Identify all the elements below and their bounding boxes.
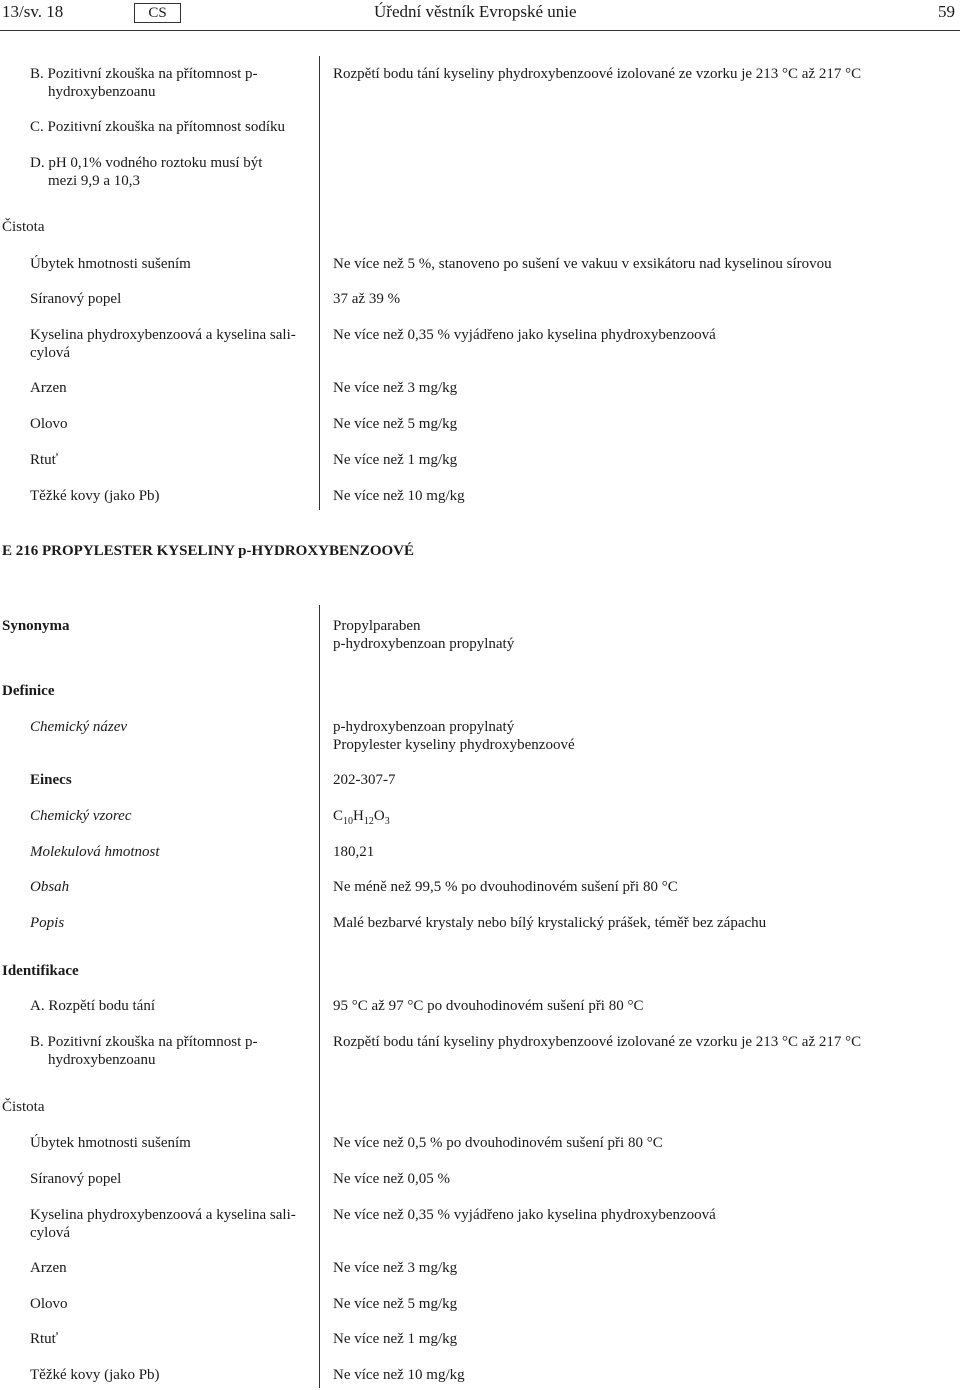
column-divider-1: [319, 56, 320, 510]
definition-heading: Definice: [2, 683, 55, 699]
chemical-name-label: Chemický název: [30, 719, 128, 735]
chemical-name-1: p-hydroxybenzoan propylnatý: [333, 719, 515, 735]
description-label: Popis: [30, 915, 65, 931]
ident-b2-value: Rozpětí bodu tání kyseliny phydroxybenzoové izolované ze vzorku je 213 °C až 217 °C: [333, 1034, 862, 1050]
formula-c: C: [333, 808, 344, 824]
molecular-weight-value: 180,21: [333, 844, 375, 860]
chemical-formula: [333, 807, 390, 825]
formula-h: H: [353, 808, 364, 824]
lead-value-1: Ne více než 5 mg/kg: [333, 416, 458, 432]
page-number: 59: [938, 2, 955, 21]
heavy-metals-value-1: Ne více než 10 mg/kg: [333, 488, 465, 504]
assay-label: Obsah: [30, 879, 70, 895]
description-value: Malé bezbarvé krystaly nebo bílý krystalický prášek, téměř bez zápachu: [333, 915, 767, 931]
journal-title: Úřední věstník Evropské unie: [374, 2, 577, 21]
heavy-metals-label-2: Těžké kovy (jako Pb): [30, 1367, 160, 1383]
ident-d-label-line1: D. pH 0,1% vodného roztoku musí být: [30, 155, 263, 171]
acid-label-1-line2: cylová: [30, 345, 70, 361]
einecs-label: Einecs: [30, 772, 72, 788]
mercury-label-1: Rtuť: [30, 452, 59, 468]
additive-title: E 216 PROPYLESTER KYSELINY p-HYDROXYBENZOOVÉ: [2, 543, 415, 559]
ident-d-label-line2: mezi 9,9 a 10,3: [48, 173, 141, 189]
purity-heading-2: Čistota: [2, 1099, 45, 1115]
molecular-weight-label: Molekulová hmotnost: [30, 844, 160, 860]
mercury-value-2: Ne více než 1 mg/kg: [333, 1331, 458, 1347]
ident-b-label-line2: hydroxybenzoanu: [48, 84, 156, 100]
arsenic-value-2: Ne více než 3 mg/kg: [333, 1260, 458, 1276]
chemical-name-2: Propylester kyseliny phydroxybenzoové: [333, 737, 575, 753]
sulphated-ash-label-1: Síranový popel: [30, 291, 122, 307]
language-badge: CS: [134, 3, 181, 23]
arsenic-value-1: Ne více než 3 mg/kg: [333, 380, 458, 396]
acid-label-1-line1: Kyselina phydroxybenzoová a kyselina sali-: [30, 327, 296, 343]
formula-h-count: 12: [363, 816, 374, 827]
acid-value-1: Ne více než 0,35 % vyjádřeno jako kyselina phydroxybenzoová: [333, 327, 716, 343]
sulphated-ash-label-2: Síranový popel: [30, 1171, 122, 1187]
mercury-label-2: Rtuť: [30, 1331, 59, 1347]
acid-value-2: Ne více než 0,35 % vyjádřeno jako kyselina phydroxybenzoová: [333, 1207, 716, 1223]
loss-on-drying-label-2: Úbytek hmotnosti sušením: [30, 1135, 191, 1151]
header-rule: [0, 30, 960, 31]
heavy-metals-value-2: Ne více než 10 mg/kg: [333, 1367, 465, 1383]
heavy-metals-label-1: Těžké kovy (jako Pb): [30, 488, 160, 504]
column-divider-2: [319, 605, 320, 1388]
mercury-value-1: Ne více než 1 mg/kg: [333, 452, 458, 468]
ident-b-value: Rozpětí bodu tání kyseliny phydroxybenzoové izolované ze vzorku je 213 °C až 217 °C: [333, 66, 862, 82]
synonyms-heading: Synonyma: [2, 618, 70, 634]
ident-b-label-line1: B. Pozitivní zkouška na přítomnost p-: [30, 66, 258, 82]
lead-value-2: Ne více než 5 mg/kg: [333, 1296, 458, 1312]
purity-heading-1: Čistota: [2, 219, 45, 235]
issue-number: 13/sv. 18: [2, 2, 64, 21]
sulphated-ash-value-2: Ne více než 0,05 %: [333, 1171, 451, 1187]
ident-a-value: 95 °C až 97 °C po dvouhodinovém sušení při 80 °C: [333, 998, 644, 1014]
loss-on-drying-value-1: Ne více než 5 %, stanoveno po sušení ve vakuu v exsikátoru nad kyselinou sírovou: [333, 256, 832, 272]
synonym-2: p-hydroxybenzoan propylnatý: [333, 636, 515, 652]
formula-o-count: 3: [384, 816, 390, 827]
chemical-formula-label: Chemický vzorec: [30, 808, 132, 824]
einecs-value: 202-307-7: [333, 772, 396, 788]
ident-c-label: C. Pozitivní zkouška na přítomnost sodíku: [30, 119, 285, 135]
formula-o: O: [373, 808, 385, 824]
lead-label-1: Olovo: [30, 416, 68, 432]
arsenic-label-2: Arzen: [30, 1260, 67, 1276]
synonym-1: Propylparaben: [333, 618, 421, 634]
ident-b2-label-line2: hydroxybenzoanu: [48, 1052, 156, 1068]
acid-label-2-line1: Kyselina phydroxybenzoová a kyselina sali-: [30, 1207, 296, 1223]
loss-on-drying-label-1: Úbytek hmotnosti sušením: [30, 256, 191, 272]
identification-heading: Identifikace: [2, 963, 79, 979]
acid-label-2-line2: cylová: [30, 1225, 70, 1241]
ident-b2-label-line1: B. Pozitivní zkouška na přítomnost p-: [30, 1034, 258, 1050]
arsenic-label-1: Arzen: [30, 380, 67, 396]
formula-c-count: 10: [343, 816, 354, 827]
lead-label-2: Olovo: [30, 1296, 68, 1312]
sulphated-ash-value-1: 37 až 39 %: [333, 291, 401, 307]
ident-a-label: A. Rozpětí bodu tání: [30, 998, 155, 1014]
loss-on-drying-value-2: Ne více než 0,5 % po dvouhodinovém sušení při 80 °C: [333, 1135, 663, 1151]
assay-value: Ne méně než 99,5 % po dvouhodinovém sušení při 80 °C: [333, 879, 678, 895]
